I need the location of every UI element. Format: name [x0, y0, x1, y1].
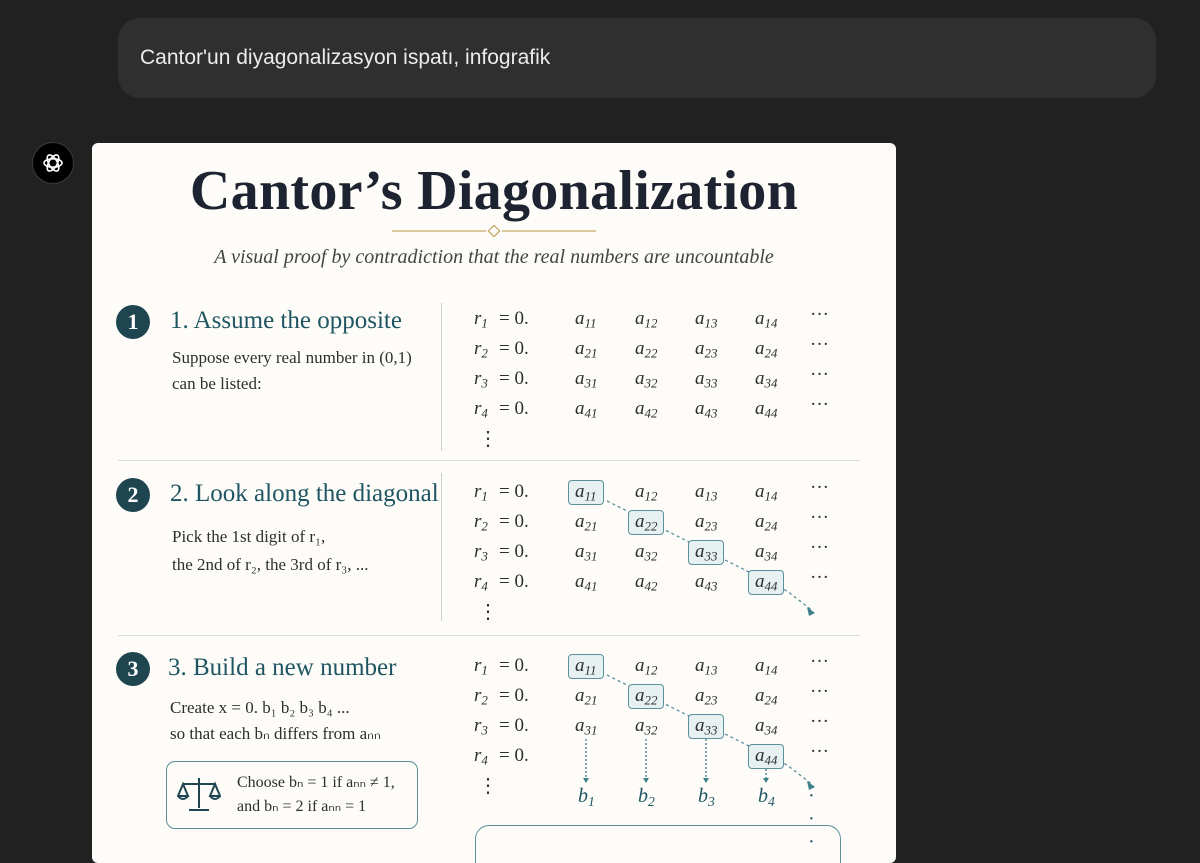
- row-label: $r_2$: [474, 338, 488, 361]
- matrix-cell: $a_{24}$: [755, 685, 778, 708]
- row-ellipsis: ···: [810, 334, 829, 355]
- matrix-cell: $a_{11}$: [575, 655, 597, 678]
- rule-line1: Choose bₙ = 1 if aₙₙ ≠ 1,: [237, 774, 395, 791]
- down-arrows: [92, 143, 896, 863]
- matrix-cell: $a_{12}$: [635, 308, 658, 331]
- row-label: $r_4$: [474, 745, 488, 768]
- matrix-cell: $a_{44}$: [755, 745, 778, 768]
- matrix-cell: $a_{23}$: [695, 338, 718, 361]
- row-ellipsis: ···: [810, 741, 829, 762]
- matrix-cell: $a_{13}$: [695, 481, 718, 504]
- b-ellipsis: · · ·: [808, 785, 815, 853]
- b-digit: $b_2$: [638, 785, 655, 809]
- row-ellipsis: ···: [810, 537, 829, 558]
- row-label: $r_3$: [474, 368, 488, 391]
- matrix-cell: $a_{14}$: [755, 308, 778, 331]
- row-equals: = 0.: [499, 368, 529, 389]
- row-label: $r_2$: [474, 685, 488, 708]
- vertical-ellipsis: ⋮: [478, 601, 498, 623]
- row-ellipsis: ···: [810, 394, 829, 415]
- row-equals: = 0.: [499, 481, 529, 502]
- user-message-bubble: [118, 18, 1156, 98]
- matrix-cell: $a_{32}$: [635, 368, 658, 391]
- row-equals: = 0.: [499, 715, 529, 736]
- step-2-title: 2. Look along the diagonal: [170, 480, 439, 507]
- row-label: $r_3$: [474, 541, 488, 564]
- matrix-cell: $a_{22}$: [635, 338, 658, 361]
- matrix-cell: $a_{44}$: [755, 398, 778, 421]
- openai-logo-icon-svg: [40, 150, 66, 176]
- step-2-desc-line2: the 2nd of r₂, the 3rd of r₃, ...: [172, 555, 369, 574]
- row-equals: = 0.: [499, 571, 529, 592]
- step-2-desc-line1: Pick the 1st digit of r₁,: [172, 527, 326, 546]
- matrix-cell: $a_{42}$: [635, 571, 658, 594]
- infographic-title: Cantor’s Diagonalization: [189, 160, 799, 222]
- matrix-cell: $a_{31}$: [575, 368, 598, 391]
- matrix-cell: $a_{13}$: [695, 308, 718, 331]
- matrix-cell: $a_{24}$: [755, 338, 778, 361]
- matrix-cell: $a_{43}$: [695, 398, 718, 421]
- row-equals: = 0.: [499, 655, 529, 676]
- matrix-cell: $a_{42}$: [635, 398, 658, 421]
- row-ellipsis: ···: [810, 507, 829, 528]
- row-equals: = 0.: [499, 745, 529, 766]
- step-1-desc-line1: Suppose every real number in (0,1): [172, 348, 412, 367]
- matrix-cell: $a_{22}$: [635, 511, 658, 534]
- row-ellipsis: ···: [810, 364, 829, 385]
- row-ellipsis: ···: [810, 711, 829, 732]
- row-ellipsis: ···: [810, 567, 829, 588]
- row-equals: = 0.: [499, 398, 529, 419]
- matrix-cell: $a_{34}$: [755, 368, 778, 391]
- matrix-cell: $a_{31}$: [575, 715, 598, 738]
- matrix-cell: $a_{32}$: [635, 715, 658, 738]
- matrix-cell: $a_{31}$: [575, 541, 598, 564]
- row-ellipsis: ···: [810, 681, 829, 702]
- matrix-cell: $a_{21}$: [575, 511, 598, 534]
- step-1-desc-line2: can be listed:: [172, 374, 262, 393]
- row-ellipsis: ···: [810, 304, 829, 325]
- matrix-cell: $a_{12}$: [635, 481, 658, 504]
- step-2-badge: 2: [116, 478, 150, 512]
- matrix-cell: $a_{33}$: [695, 715, 718, 738]
- matrix-cell: $a_{12}$: [635, 655, 658, 678]
- row-label: $r_1$: [474, 655, 488, 678]
- matrix-cell: $a_{11}$: [575, 308, 597, 331]
- matrix-cell: $a_{11}$: [575, 481, 597, 504]
- infographic-subtitle: A visual proof by contradiction that the real numbers are uncountable: [214, 246, 774, 268]
- matrix-cell: $a_{41}$: [575, 398, 598, 421]
- b-digit: $b_1$: [578, 785, 595, 809]
- row-equals: = 0.: [499, 541, 529, 562]
- step-1-title: 1. Assume the opposite: [170, 307, 402, 334]
- step-3-desc-line2: so that each bₙ differs from aₙₙ: [170, 724, 381, 743]
- row-ellipsis: ···: [810, 477, 829, 498]
- row-label: $r_1$: [474, 481, 488, 504]
- matrix-cell: $a_{34}$: [755, 715, 778, 738]
- step-3-badge: 3: [116, 652, 150, 686]
- rule-line2: and bₙ = 2 if aₙₙ = 1: [237, 798, 367, 815]
- row-equals: = 0.: [499, 338, 529, 359]
- step-3-title: 3. Build a new number: [168, 654, 397, 681]
- b-digit: $b_3$: [698, 785, 715, 809]
- matrix-cell: $a_{23}$: [695, 511, 718, 534]
- matrix-cell: $a_{22}$: [635, 685, 658, 708]
- b-digit: $b_4$: [758, 785, 775, 809]
- matrix-cell: $a_{33}$: [695, 541, 718, 564]
- row-equals: = 0.: [499, 511, 529, 532]
- result-box: [475, 825, 841, 863]
- row-ellipsis: ···: [810, 651, 829, 672]
- matrix-cell: $a_{44}$: [755, 571, 778, 594]
- matrix-cell: $a_{13}$: [695, 655, 718, 678]
- openai-logo-icon: [32, 142, 74, 184]
- row-label: $r_2$: [474, 511, 488, 534]
- matrix-cell: $a_{14}$: [755, 655, 778, 678]
- matrix-cell: $a_{32}$: [635, 541, 658, 564]
- row-label: $r_1$: [474, 308, 488, 331]
- infographic-card: [92, 143, 896, 863]
- row-equals: = 0.: [499, 685, 529, 706]
- matrix-cell: $a_{21}$: [575, 338, 598, 361]
- matrix-cell: $a_{41}$: [575, 571, 598, 594]
- step-1-badge: 1: [116, 305, 150, 339]
- matrix-cell: $a_{34}$: [755, 541, 778, 564]
- matrix-cell: $a_{21}$: [575, 685, 598, 708]
- row-equals: = 0.: [499, 308, 529, 329]
- row-label: $r_4$: [474, 398, 488, 421]
- step-3-desc-line1: Create x = 0. b₁ b₂ b₃ b₄ ...: [170, 698, 350, 717]
- user-message-text: Cantor'un diyagonalizasyon ispatı, infografik: [140, 46, 551, 69]
- vertical-ellipsis: ⋮: [478, 775, 498, 797]
- row-label: $r_4$: [474, 571, 488, 594]
- matrix-cell: $a_{24}$: [755, 511, 778, 534]
- vertical-ellipsis: ⋮: [478, 428, 498, 450]
- matrix-cell: $a_{43}$: [695, 571, 718, 594]
- matrix-cell: $a_{33}$: [695, 368, 718, 391]
- matrix-cell: $a_{23}$: [695, 685, 718, 708]
- row-label: $r_3$: [474, 715, 488, 738]
- matrix-cell: $a_{14}$: [755, 481, 778, 504]
